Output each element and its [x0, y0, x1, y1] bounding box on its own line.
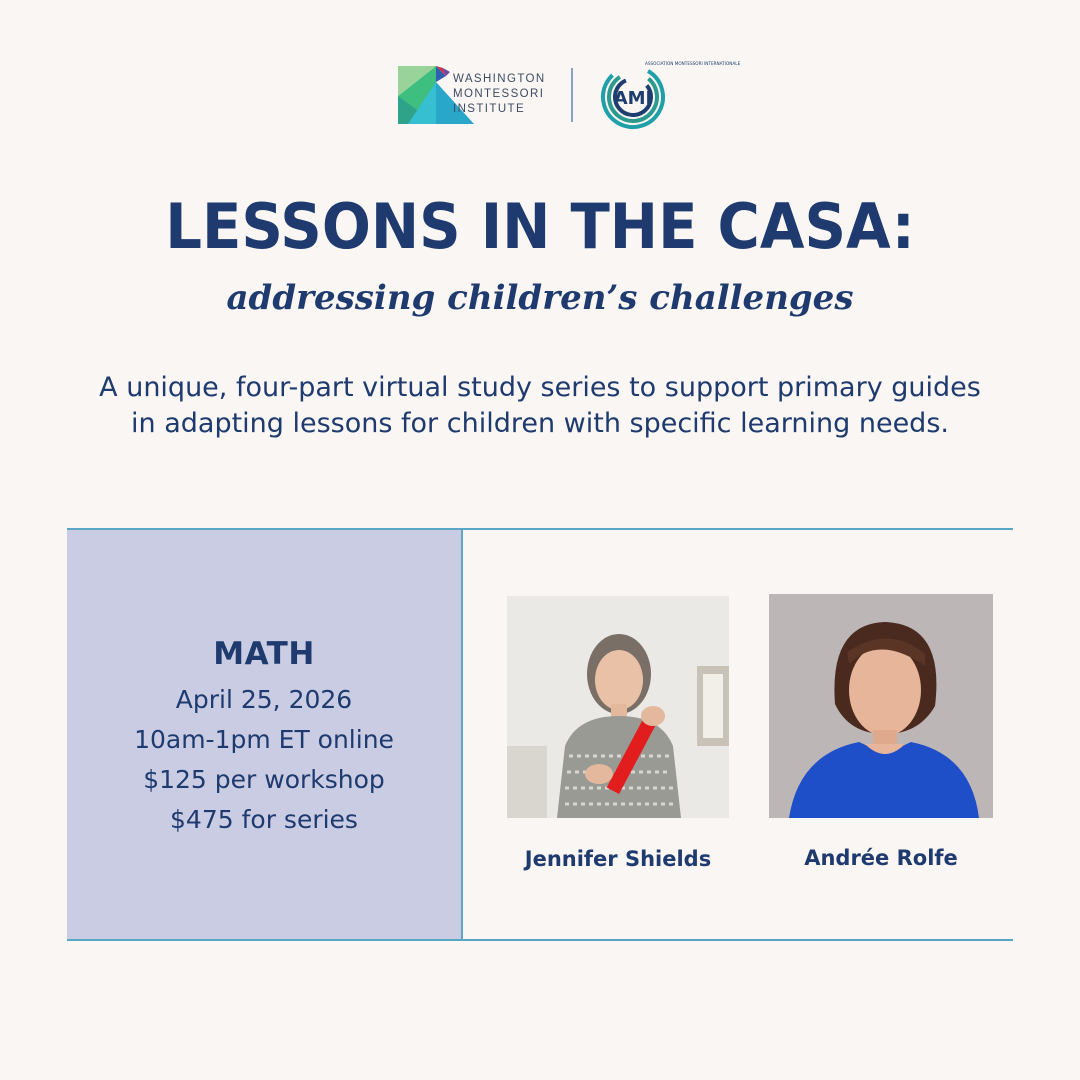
workshop-details [67, 636, 461, 840]
page-subtitle: addressing children’s challenges [226, 278, 854, 318]
workshop-info-box [67, 530, 463, 939]
logo-divider [571, 68, 573, 122]
ami-letters: AMI [613, 88, 653, 109]
speaker-name: Andrée Rolfe [804, 846, 958, 870]
workshop-price: $125 per workshop [143, 765, 385, 794]
speaker-portrait-icon [769, 594, 993, 818]
workshop-subject: MATH [213, 636, 315, 672]
wmi-line-3: INSTITUTE [453, 103, 526, 115]
ami-circles-icon [600, 60, 741, 130]
workshop-time: 10am-1pm ET online [134, 725, 394, 754]
speaker-portrait-icon [507, 596, 729, 818]
ami-tagline: ASSOCIATION MONTESSORI INTERNATIONALE [645, 61, 741, 66]
wmi-line-1: WASHINGTON [453, 73, 546, 85]
speaker-photo [769, 594, 993, 818]
speaker-photo [507, 596, 729, 818]
speaker-card [507, 596, 729, 871]
page-title: LESSONS IN THE CASA: [165, 190, 915, 263]
series-price: $475 for series [170, 805, 358, 834]
logo-bar [0, 60, 1080, 130]
wmi-wordmark [453, 72, 563, 117]
description-line-1: A unique, four-part virtual study series to support primary guides [99, 372, 981, 403]
speaker-card [769, 594, 993, 870]
description-line-2: in adapting lessons for children with specific learning needs. [131, 408, 949, 439]
series-description [60, 370, 1020, 442]
workshop-panel [67, 528, 1013, 941]
wmi-line-2: MONTESSORI [453, 88, 545, 100]
workshop-date: April 25, 2026 [175, 685, 353, 714]
speaker-name: Jennifer Shields [524, 847, 712, 871]
